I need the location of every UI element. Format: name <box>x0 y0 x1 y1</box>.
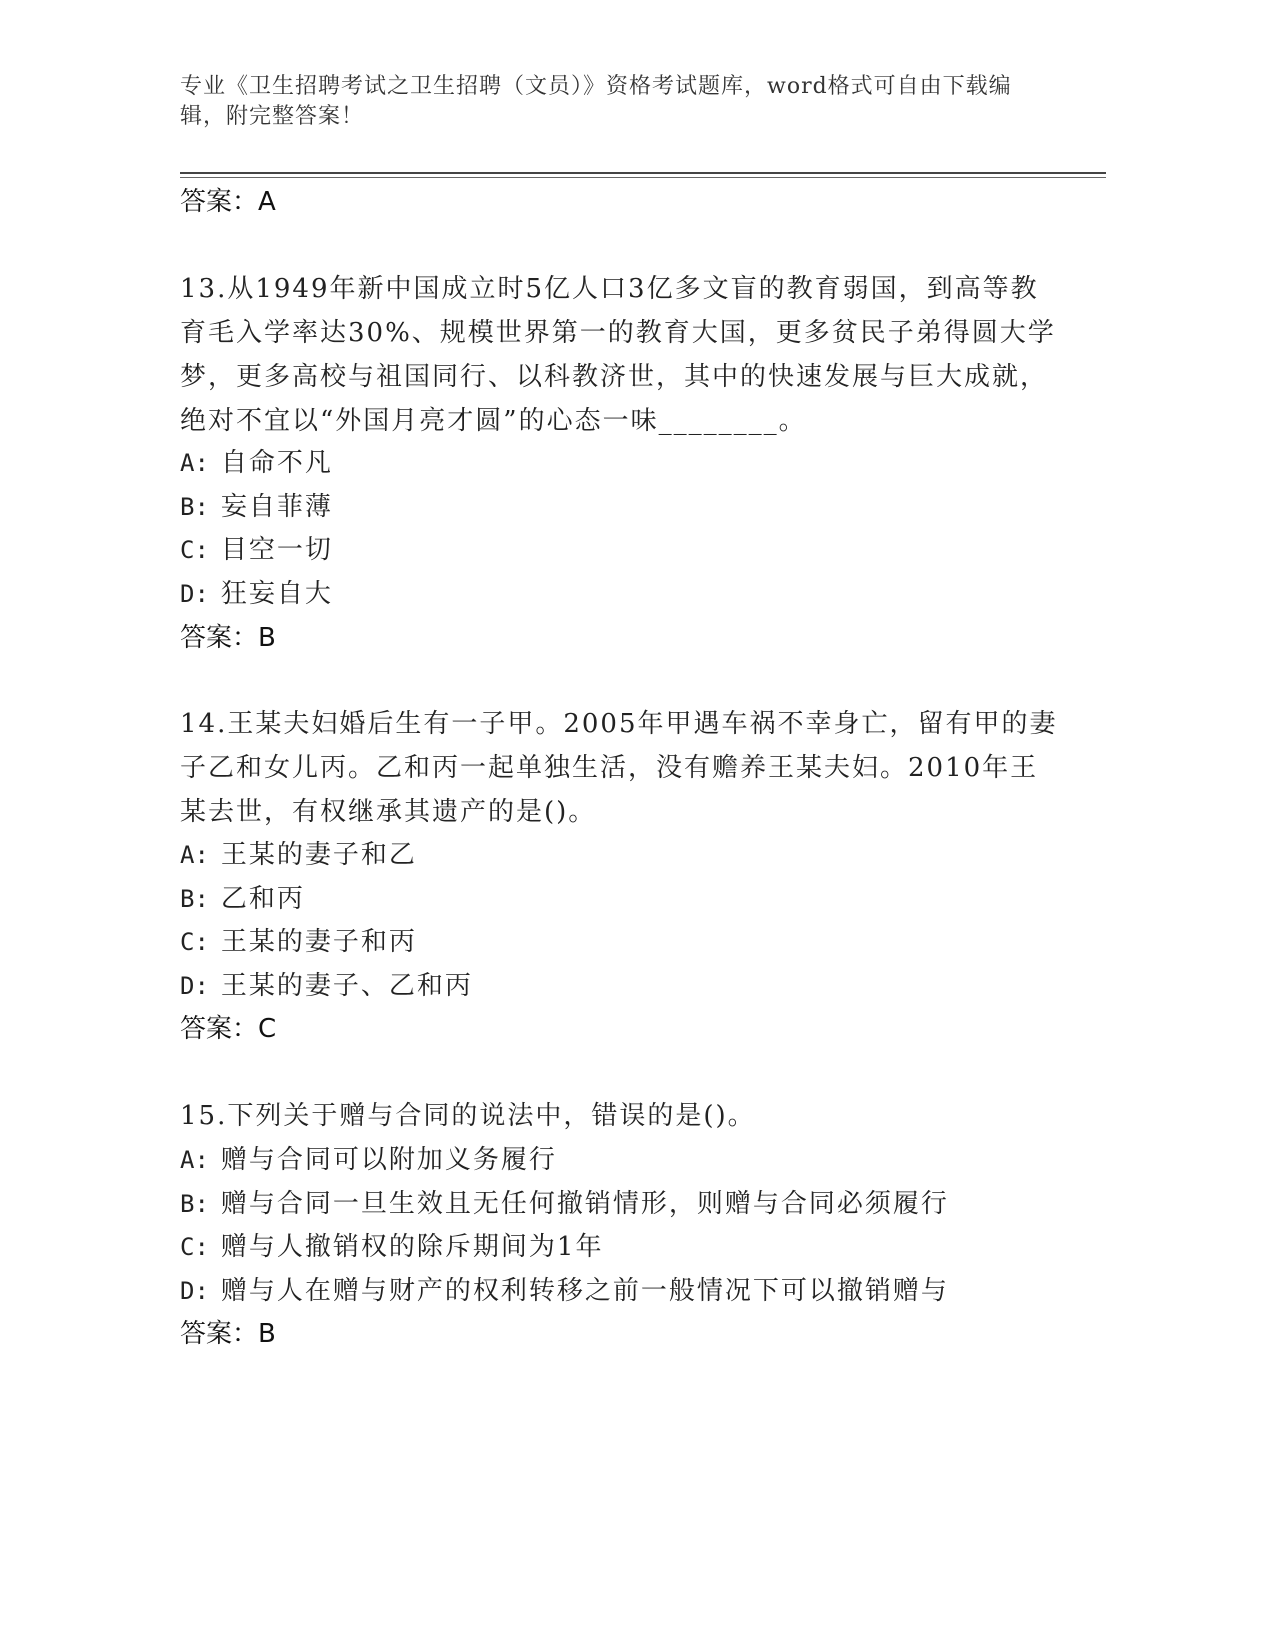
option-text: 目空一切 <box>220 535 333 565</box>
question-13-option-a <box>180 445 1080 481</box>
question-15-answer: 答案：B <box>180 1319 276 1349</box>
option-text: 王某的妻子和乙 <box>220 840 417 870</box>
option-letter: A: <box>180 841 209 869</box>
option-letter: A: <box>180 1146 209 1174</box>
option-letter: D: <box>180 1277 209 1305</box>
option-text: 赠与合同可以附加义务履行 <box>220 1145 557 1175</box>
option-letter: C: <box>180 536 209 564</box>
option-letter: B: <box>180 885 209 913</box>
header-rule-thick <box>180 172 1106 174</box>
option-text: 王某的妻子和丙 <box>220 927 417 957</box>
question-15-option-d <box>180 1273 1080 1309</box>
option-letter: D: <box>180 580 209 608</box>
question-15-text: 15.下列关于赠与合同的说法中，错误的是()。 <box>180 1101 756 1131</box>
option-letter: D: <box>180 972 209 1000</box>
option-letter: B: <box>180 493 209 521</box>
option-letter: A: <box>180 449 209 477</box>
question-14-option-a <box>180 837 1080 873</box>
previous-answer: 答案：A <box>180 187 276 217</box>
option-letter: B: <box>180 1190 209 1218</box>
question-13-option-d <box>180 576 1080 612</box>
option-text: 妄自菲薄 <box>220 492 333 522</box>
option-text: 赠与合同一旦生效且无任何撤销情形，则赠与合同必须履行 <box>220 1189 949 1219</box>
question-13-option-c <box>180 532 1080 568</box>
question-14-text: 14.王某夫妇婚后生有一子甲。2005年甲遇车祸不幸身亡，留有甲的妻子乙和女儿丙。乙和丙一起单独生活，没有赡养王某夫妇。2010年王某去世，有权继承其遗产的是()。 <box>180 709 1058 827</box>
document-header: 专业《卫生招聘考试之卫生招聘（文员）》资格考试题库，word格式可自由下载编辑，附完整答案！ <box>180 74 1012 129</box>
question-13-text: 13.从1949年新中国成立时5亿人口3亿多文盲的教育弱国，到高等教育毛入学率达30%、规模世界第一的教育大国，更多贫民子弟得圆大学梦，更多高校与祖国同行、以科教济世，其中的快速发展与巨大成就，绝对不宜以“外国月亮才圆”的心态一味________。 <box>180 274 1056 436</box>
question-14-option-c <box>180 924 1080 960</box>
question-13-option-b <box>180 489 1080 525</box>
question-13-answer: 答案：B <box>180 623 276 653</box>
option-text: 乙和丙 <box>220 884 305 914</box>
option-letter: C: <box>180 928 209 956</box>
option-text: 狂妄自大 <box>220 579 333 609</box>
option-text: 赠与人撤销权的除斥期间为1年 <box>220 1232 604 1262</box>
option-text: 自命不凡 <box>220 448 333 478</box>
question-14-option-d <box>180 968 1080 1004</box>
question-14-option-b <box>180 881 1080 917</box>
question-15-option-a <box>180 1142 1080 1178</box>
question-15-option-c <box>180 1229 1080 1265</box>
option-text: 王某的妻子、乙和丙 <box>220 971 473 1001</box>
option-letter: C: <box>180 1233 209 1261</box>
question-15-option-b <box>180 1186 1080 1222</box>
header-rule-thin <box>180 177 1106 178</box>
question-14-answer: 答案：C <box>180 1014 277 1044</box>
option-text: 赠与人在赠与财产的权利转移之前一般情况下可以撤销赠与 <box>220 1276 949 1306</box>
